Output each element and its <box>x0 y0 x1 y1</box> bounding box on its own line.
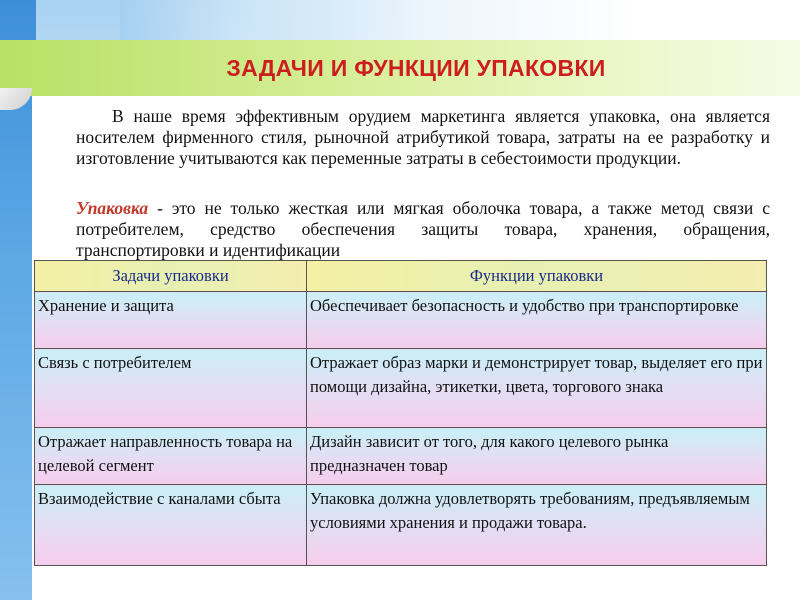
function-cell: Упаковка должна удовлетворять требованиям, предъявляемым условиями хранения и продажи товара. <box>307 485 767 566</box>
tasks-functions-table <box>34 260 767 566</box>
table-row <box>35 292 767 349</box>
task-cell: Хранение и защита <box>35 292 307 349</box>
slide-title: ЗАДАЧИ И ФУНКЦИИ УПАКОВКИ <box>226 55 606 81</box>
function-cell: Дизайн зависит от того, для какого целевого рынка предназначен товар <box>307 428 767 485</box>
task-cell: Отражает направленность товара на целевой сегмент <box>35 428 307 485</box>
task-cell: Связь с потребителем <box>35 349 307 428</box>
function-cell: Обеспечивает безопасность и удобство при транспортировке <box>307 292 767 349</box>
table-row <box>35 485 767 566</box>
intro-paragraph-text: В наше время эффективным орудием маркетинга является упаковка, она является носителем фирменного стиля, рыночной атрибутикой товара, затраты на ее разработку и изготовление учитываются как переменные затраты в себестоимости продукции. <box>76 106 770 168</box>
table-row <box>35 349 767 428</box>
intro-paragraph <box>76 106 770 169</box>
definition-paragraph <box>76 198 770 261</box>
table-header-row <box>35 261 767 292</box>
task-cell: Взаимодействие с каналами сбыта <box>35 485 307 566</box>
header-functions: Функции упаковки <box>307 261 767 292</box>
header-tasks: Задачи упаковки <box>35 261 307 292</box>
definition-term: Упаковка <box>76 198 149 218</box>
table-row <box>35 428 767 485</box>
function-cell: Отражает образ марки и демонстрирует товар, выделяет его при помощи дизайна, этикетки, цвета, торгового знака <box>307 349 767 428</box>
definition-text: - это не только жесткая или мягкая оболочка товара, а также метод связи с потребителем, средство обеспечения защиты товара, хранения, обращения, транспортировки и идентификации <box>76 198 770 260</box>
